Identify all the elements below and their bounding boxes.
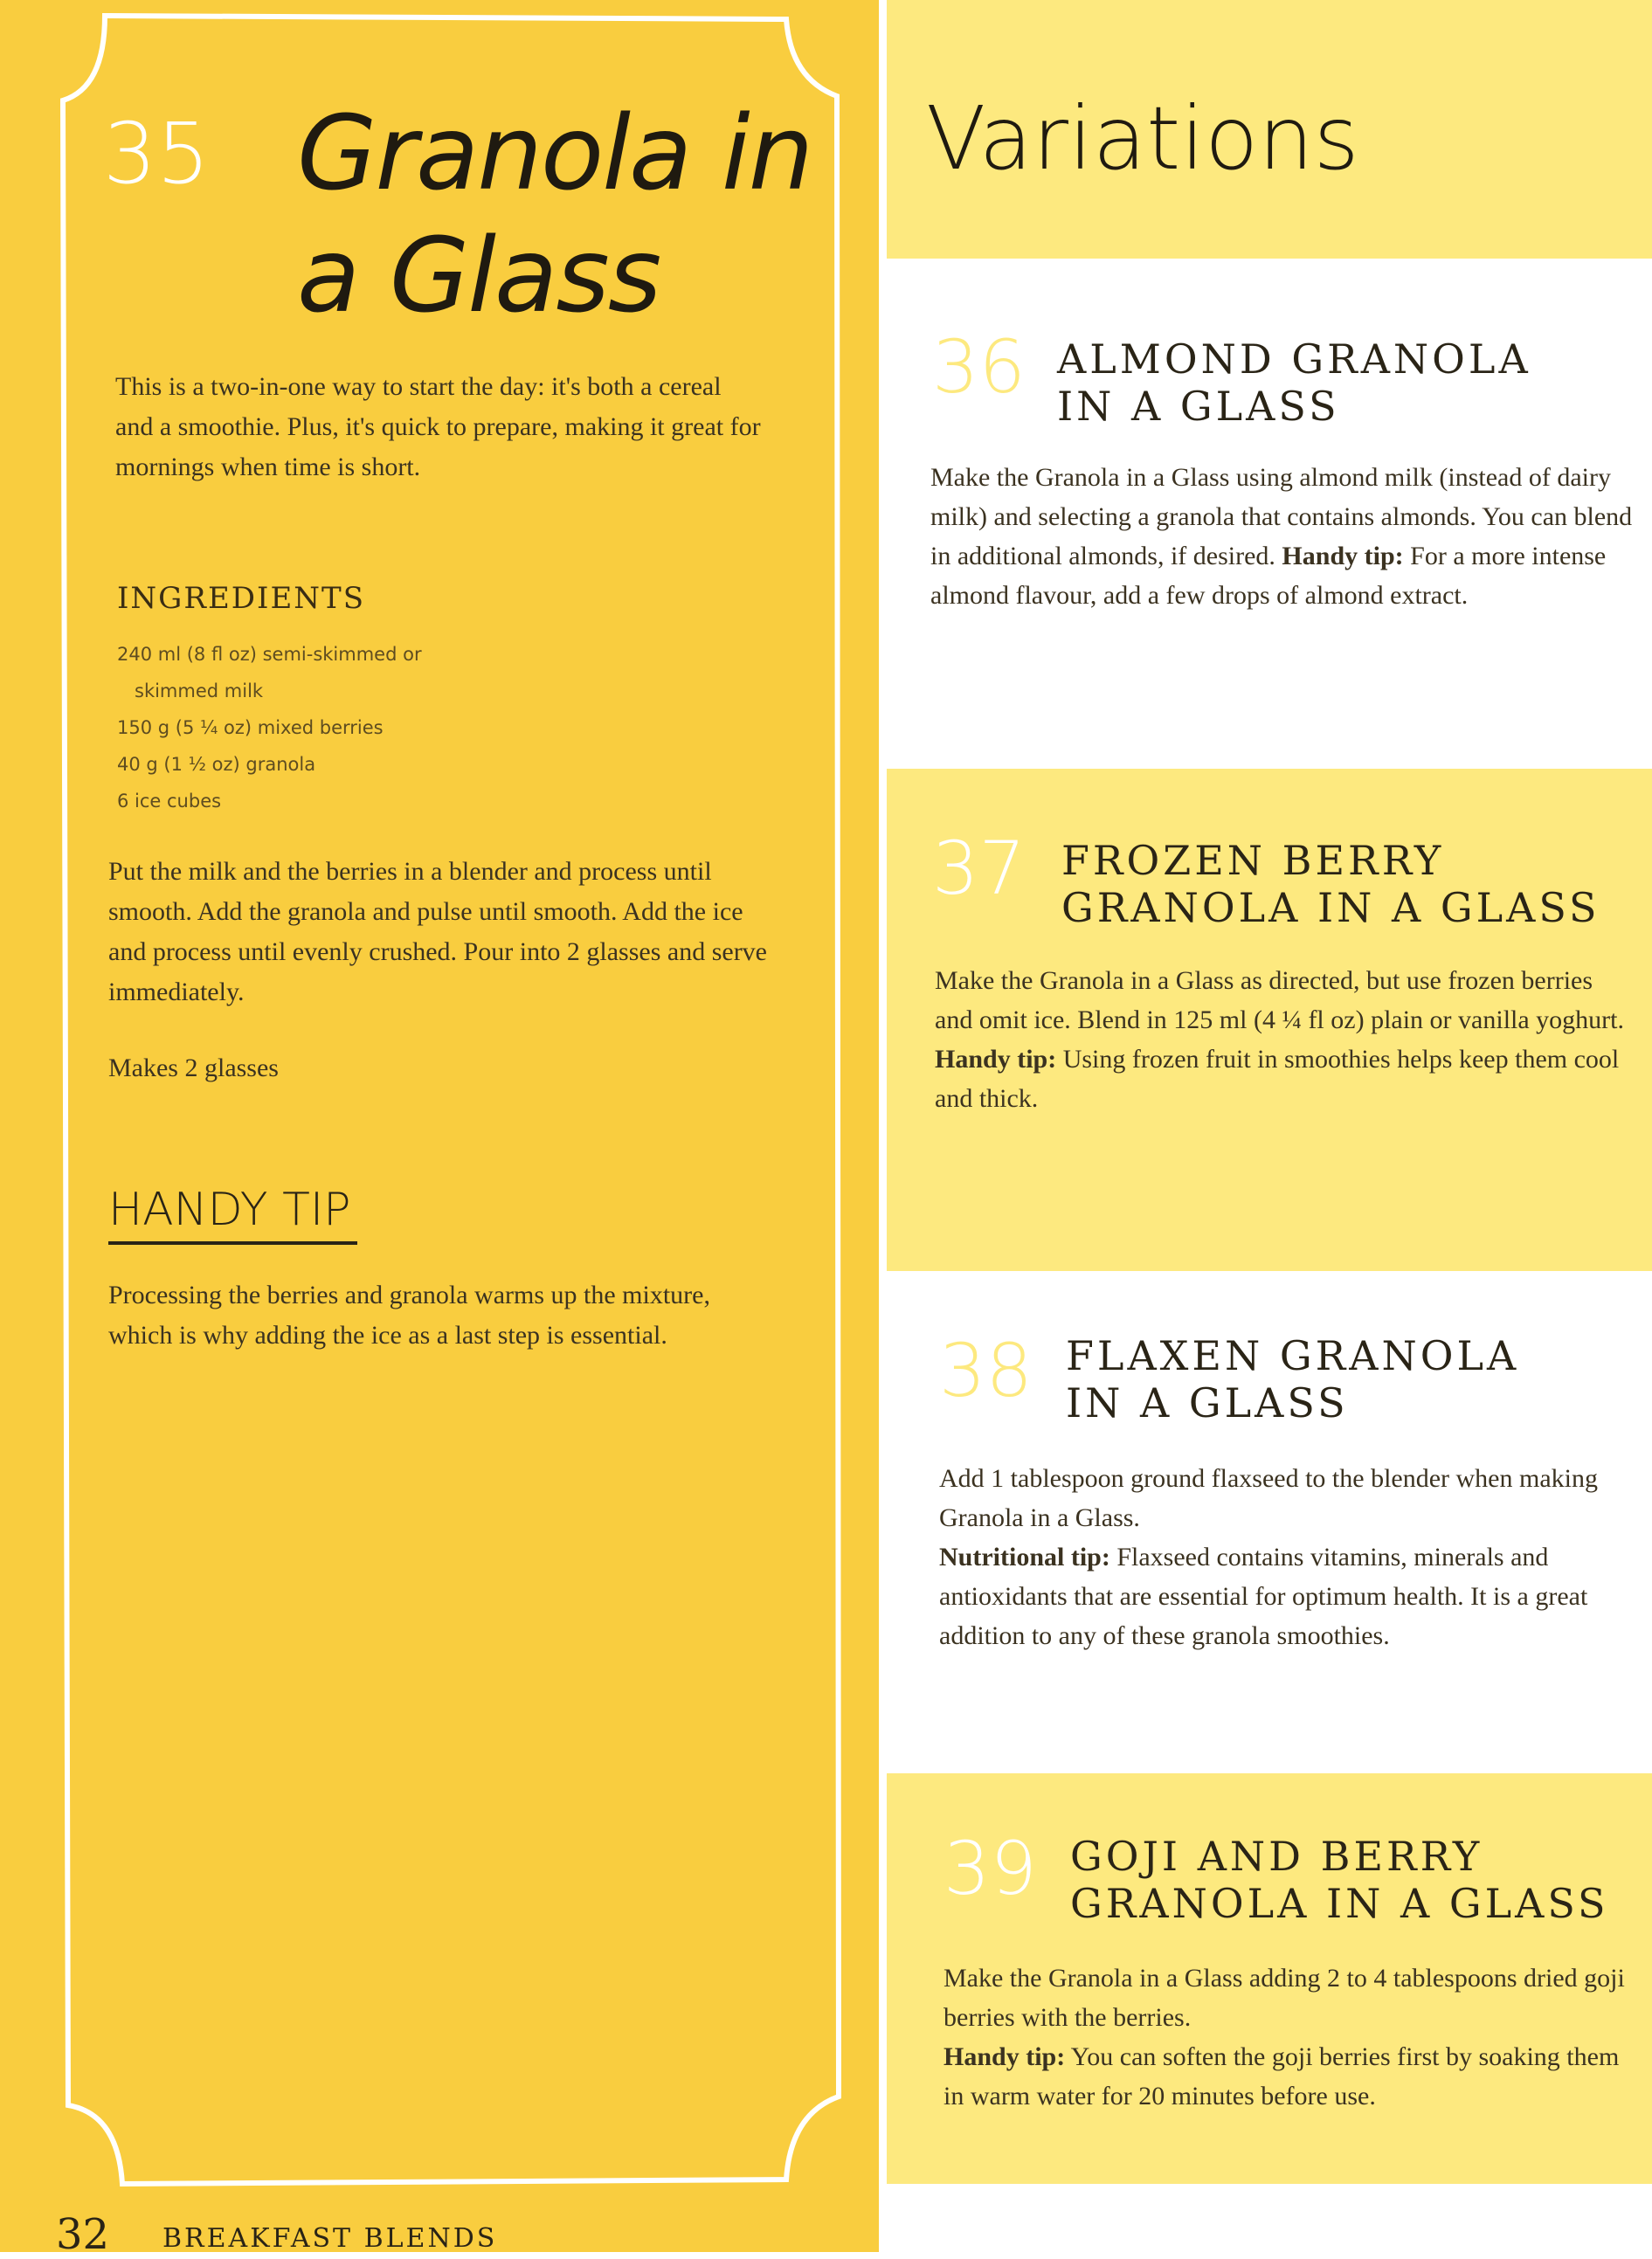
ingredient: 150 g (5 ¼ oz) mixed berries [117, 717, 384, 738]
recipe-title-line2: a Glass [297, 215, 660, 335]
recipe-number: 35 [103, 105, 211, 203]
variation-number: 38 [939, 1328, 1033, 1413]
variation-number: 39 [944, 1826, 1037, 1911]
ingredient: 240 ml (8 fl oz) semi-skimmed or [117, 644, 422, 665]
variation-39 [887, 1773, 1652, 2184]
page-number: 32 [56, 2210, 110, 2259]
variation-text: Make the Granola in a Glass as directed, but use frozen berries and omit ice. Blend in 125 ml (4 ¼ fl oz) plain or vanilla yoghurt. Handy tip: Using frozen fruit in smoothies helps keep them cool and thick. [935, 966, 1625, 1113]
variation-title: FROZEN BERRY [1061, 837, 1445, 884]
variation-text: Add 1 tablespoon ground flaxseed to the blender when making Granola in a Glass. Nutritional tip: Flaxseed contains vitamins, minerals and antioxidants that are essential for optimum health. It is a great addition to any of these granola smoothies. [939, 1464, 1598, 1650]
variation-37 [887, 769, 1652, 1271]
variations-header-band [887, 0, 1652, 259]
variation-title: FLAXEN GRANOLA [1066, 1332, 1520, 1379]
variation-title: IN A GLASS [1066, 1379, 1349, 1427]
tip-heading: HANDY TIP [108, 1184, 357, 1245]
variation-title: GRANOLA IN A GLASS [1070, 1880, 1609, 1927]
ingredients-list [117, 636, 422, 819]
variation-title: IN A GLASS [1057, 383, 1340, 430]
yield: Makes 2 glasses [108, 1054, 279, 1082]
ingredient: 40 g (1 ½ oz) granola [117, 754, 316, 775]
tip-text: Processing the berries and granola warms up the mixture, which is why adding the ice as a last step is essential. [108, 1281, 710, 1350]
ingredient: 6 ice cubes [117, 791, 222, 812]
variation-text: Make the Granola in a Glass using almond milk (instead of dairy milk) and selecting a granola that contains almonds. You can blend in additional almonds, if desired. Handy tip: For a more intense almond flavour, add a few drops of almond extract. [930, 463, 1633, 610]
recipe-title-line1: Granola in [297, 93, 812, 213]
variations-heading: Variations [926, 87, 1359, 190]
recipe-intro: This is a two-in-one way to start the day: it's both a cereal and a smoothie. Plus, it's quick to prepare, making it great for mornings when time is short. [115, 372, 761, 481]
variation-number: 37 [932, 826, 1026, 911]
ingredients-heading: INGREDIENTS [117, 581, 365, 616]
variation-38 [887, 1271, 1652, 1773]
ingredient: skimmed milk [135, 680, 264, 701]
method: Put the milk and the berries in a blender and process until smooth. Add the granola and pulse until smooth. Add the ice and process until evenly crushed. Pour into 2 glasses and serve immediately. [108, 857, 767, 1006]
variation-title: ALMOND GRANOLA [1057, 335, 1531, 383]
variation-text: Make the Granola in a Glass adding 2 to 4 tablespoons dried goji berries with the berries. Handy tip: You can soften the goji berries first by soaking them in warm water for 20 minutes before use. [944, 1964, 1625, 2110]
variation-number: 36 [932, 324, 1026, 410]
variation-36 [887, 259, 1652, 769]
variation-title: GRANOLA IN A GLASS [1061, 884, 1600, 931]
variation-title: GOJI AND BERRY [1070, 1833, 1483, 1880]
section-name: BREAKFAST BLENDS [162, 2223, 498, 2254]
